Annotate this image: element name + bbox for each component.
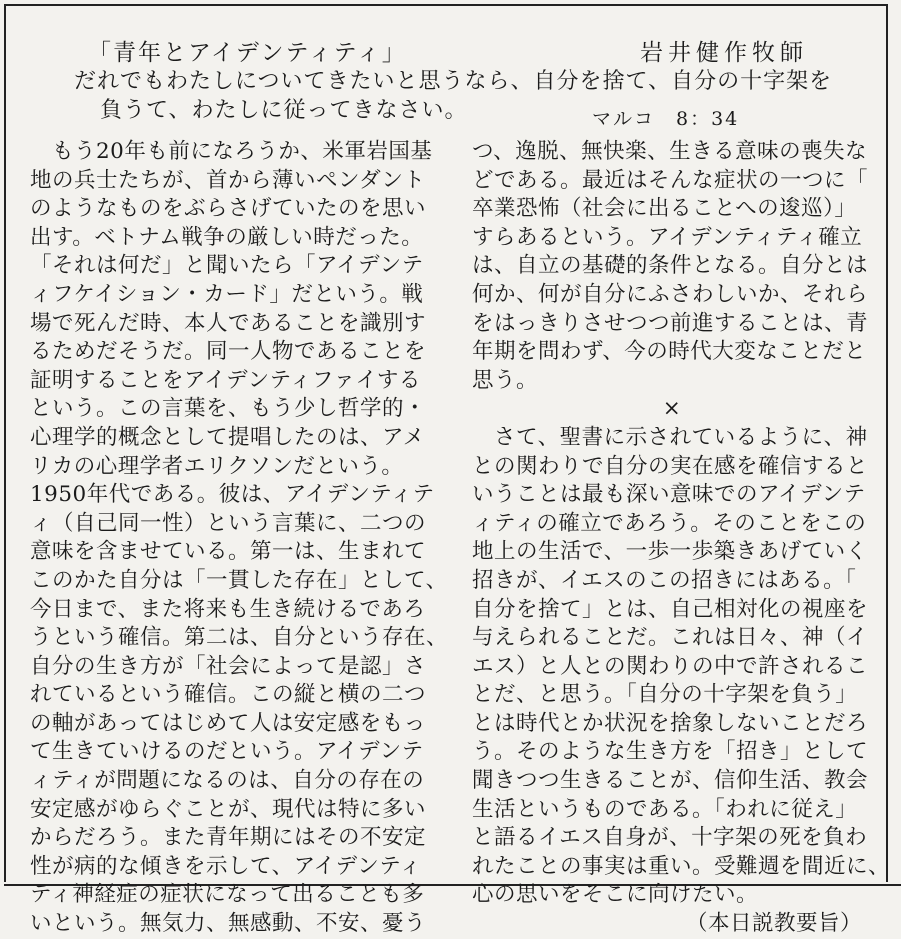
text-line: もう20年も前になろうか、米軍岩国基 bbox=[30, 139, 433, 164]
text-line: 1950年代である。彼は、アイデンティテ bbox=[30, 482, 435, 508]
text-line: 与えられることだ。これは日々、神（イ bbox=[472, 625, 869, 651]
text-line: のようなものをぶらさげていたのを思い bbox=[30, 196, 427, 222]
text-line: さて、聖書に示されているように、神 bbox=[472, 424, 868, 450]
text-line: 聞きつつ生きることが、信仰生活、教会 bbox=[472, 768, 869, 794]
text-line: 卒業恐怖（社会に出ることへの逡巡）」 bbox=[472, 196, 857, 222]
text-line: 自分の生き方が「社会によって是認」さ bbox=[30, 653, 427, 679]
text-line: ィフケイション・カード」だという。戦 bbox=[30, 281, 424, 307]
text-line: リカの心理学者エリクソンだという。 bbox=[30, 453, 404, 479]
text-line: う。そのような生き方を「招き」として bbox=[472, 739, 869, 765]
text-line: をはっきりさせつつ前進することは、青 bbox=[472, 310, 869, 336]
text-line: は、自立の基礎的条件となる。自分とは bbox=[472, 253, 869, 279]
sermon-note: （本日説教要旨） bbox=[685, 911, 862, 937]
text-line: れたことの事実は重い。受難週を間近に、 bbox=[472, 853, 891, 879]
author-name: 岩井健作牧師 bbox=[640, 40, 808, 66]
text-line: うという確信。第二は、自分という存在、 bbox=[30, 625, 449, 651]
text-line: 年期を問わず、今の時代大変なことだと bbox=[472, 339, 867, 365]
text-line: すらあるという。アイデンティティ確立 bbox=[472, 224, 863, 250]
text-line: エス）と人との関わりの中で許されるこ bbox=[472, 653, 869, 679]
text-line: 地上の生活で、一歩一歩築きあげていく bbox=[472, 539, 868, 565]
text-line: 今日まで、また将来も生き続けるであろ bbox=[30, 596, 426, 622]
text-line: 出す。ベトナム戦争の厳しい時だった。 bbox=[30, 224, 424, 250]
article-title: 「青年とアイデンティティ」 bbox=[88, 40, 407, 66]
text-line: ィティが問題になるのは、自分の存在の bbox=[30, 768, 425, 794]
text-line: 思う。 bbox=[472, 367, 539, 393]
text-line: 地の兵士たちが、首から薄いペンダント bbox=[30, 167, 426, 193]
text-line: いという。無気力、無感動、不安、憂う bbox=[30, 911, 427, 937]
text-line: との関わりで自分の実在感を確信すると bbox=[472, 453, 869, 479]
text-line: ィティの確立であろう。そのことをこの bbox=[472, 510, 867, 536]
text-line: 証明することをアイデンティファイする bbox=[30, 367, 421, 393]
text-line: 自分を捨て」とは、自己相対化の視座を bbox=[472, 596, 869, 622]
text-line: ィ（自己同一性）という言葉に、二つの bbox=[30, 510, 427, 536]
text-line: どである。最近はそんな症状の一つに「 bbox=[472, 167, 869, 193]
text-line: れているという確信。この縦と横の二つ bbox=[30, 682, 427, 708]
verse-line: だれでもわたしについてきたいと思うなら、自分を捨て、自分の十字架を bbox=[74, 69, 833, 94]
text-line: 性が病的な傾きを示して、アイデンティ bbox=[30, 853, 422, 879]
text-line: 安定感がゆらぐことが、現代は特に多い bbox=[30, 796, 427, 822]
text-line: 場で死んだ時、本人であることを識別す bbox=[30, 310, 427, 336]
left-column bbox=[30, 138, 450, 939]
text-line: 生活というものである。「われに従え」 bbox=[472, 796, 858, 822]
text-line: 心の思いをそこに向けたい。 bbox=[472, 882, 759, 908]
text-line: て生きていけるのだという。アイデンテ bbox=[30, 739, 424, 765]
text-line: 招きが、イエスのこの招きにはある。「 bbox=[472, 567, 857, 593]
text-line: 意味を含ませている。第一は、生まれて bbox=[30, 539, 427, 565]
text-line: このかた自分は「一貫した存在」として、 bbox=[30, 567, 448, 593]
text-line: いうことは最も深い意味でのアイデンテ bbox=[472, 482, 866, 508]
text-line: からだろう。また青年期にはその不安定 bbox=[30, 825, 427, 851]
text-line: ティ神経症の症状になって出ることも多 bbox=[30, 882, 425, 908]
text-line: 何か、何が自分にふさわしいか、それら bbox=[472, 281, 869, 307]
scripture-reference: マルコ 8：34 bbox=[592, 108, 740, 130]
text-line: の軸があってはじめて人は安定感をもっ bbox=[30, 710, 426, 736]
text-line: 「それは何だ」と聞いたら「アイデンテ bbox=[30, 253, 424, 279]
section-separator: × bbox=[662, 396, 682, 422]
right-column bbox=[472, 138, 891, 939]
text-line: 心理学的概念として提唱したのは、アメ bbox=[30, 424, 425, 450]
verse-line: 負うて、わたしに従ってきなさい。 bbox=[100, 97, 468, 123]
text-line: つ、逸脱、無快楽、生きる意味の喪失な bbox=[472, 139, 868, 164]
text-line: るためだそうだ。同一人物であることを bbox=[30, 339, 427, 365]
text-line: とだ、と思う。「自分の十字架を負う」 bbox=[472, 682, 858, 708]
text-line: という。この言葉を、もう少し哲学的・ bbox=[30, 396, 427, 422]
text-line: とは時代とか状況を捨象しないことだろ bbox=[472, 710, 869, 736]
text-line: と語るイエス自身が、十字架の死を負わ bbox=[472, 825, 868, 851]
